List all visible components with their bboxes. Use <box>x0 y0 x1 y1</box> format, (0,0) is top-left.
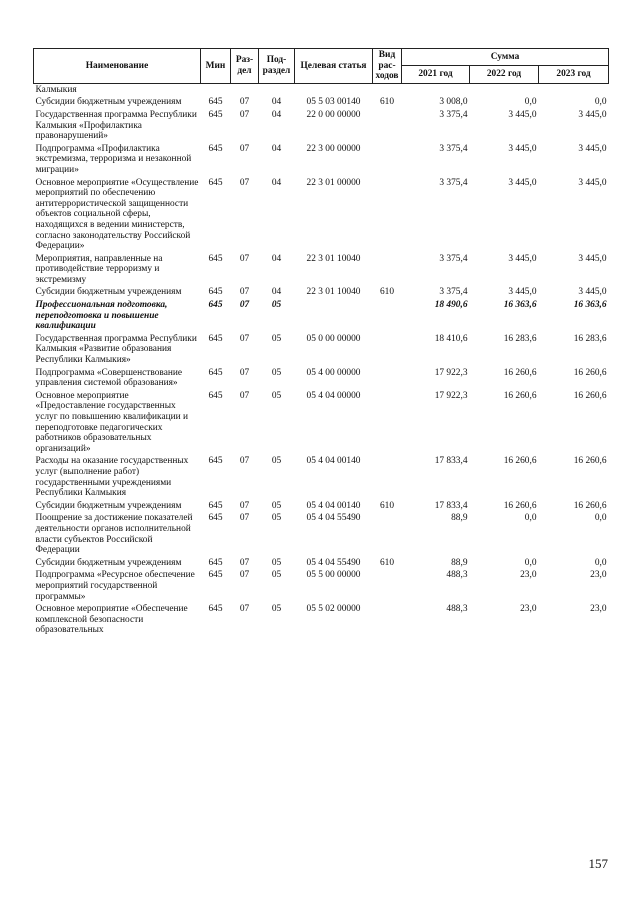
cell-2022: 23,0 <box>520 604 537 615</box>
cell-2022: 3 445,0 <box>508 253 537 264</box>
cell-min: 645 <box>208 287 223 298</box>
cell-vid: 610 <box>379 287 395 298</box>
cell-2021: 18 490,6 <box>434 300 468 311</box>
cell-razdel: 07 <box>239 604 250 615</box>
cell-name: Государственная программа Республики Калмыкия «Развитие образования Республики Калмыкия» <box>35 333 197 366</box>
cell-2021: 3 375,4 <box>439 109 468 120</box>
cell-2023: 23,0 <box>590 604 607 615</box>
cell-razdel: 07 <box>239 557 250 568</box>
cell-2023: 16 363,6 <box>573 300 607 311</box>
table-row <box>34 299 609 333</box>
cell-podrazdel: 04 <box>271 143 282 154</box>
cell-vid <box>373 143 402 177</box>
cell-podrazdel: 05 <box>271 513 282 524</box>
cell-podrazdel: 05 <box>271 367 282 378</box>
cell-name: Расходы на оказание государственных услуг (выполнение работ) государственными учреждениями Республики Калмыкия <box>35 456 189 499</box>
cell-2022: 0,0 <box>524 557 537 568</box>
cell-name: Подпрограмма «Совершенствование управления системой образования» <box>35 367 183 389</box>
col-header-2023: 2023 год <box>539 66 609 83</box>
cell-target: 05 4 04 00140 <box>306 456 361 467</box>
cell-2021: 3 375,4 <box>439 253 468 264</box>
cell-target: 22 3 01 00000 <box>306 177 361 188</box>
cell-vid: 610 <box>379 500 395 511</box>
table-row <box>34 557 609 570</box>
cell-2022: 16 283,6 <box>503 333 537 344</box>
cell-podrazdel: 04 <box>271 177 282 188</box>
col-header-min: Мин <box>201 49 231 84</box>
cell-target: 05 5 03 00140 <box>306 97 361 108</box>
cell-vid: 610 <box>379 557 395 568</box>
cell-2023: 16 260,6 <box>573 500 607 511</box>
cell-vid <box>373 177 402 253</box>
cell-vid <box>373 83 402 96</box>
col-header-target: Целевая статья <box>295 49 373 84</box>
table-row <box>34 177 609 253</box>
cell-2021: 17 833,4 <box>434 456 468 467</box>
cell-2022: 0,0 <box>524 97 537 108</box>
cell-2022: 0,0 <box>524 513 537 524</box>
cell-2022: 3 445,0 <box>508 143 537 154</box>
cell-target: 05 4 04 55490 <box>306 557 361 568</box>
cell-2023: 0,0 <box>594 97 607 108</box>
cell-2021: 3 008,0 <box>439 97 468 108</box>
cell-vid <box>373 512 402 556</box>
table-row <box>34 96 609 109</box>
cell-min: 645 <box>208 456 223 467</box>
cell-min: 645 <box>208 300 223 311</box>
cell-2022: 3 445,0 <box>508 109 537 120</box>
cell-razdel: 07 <box>239 300 250 311</box>
cell-2021: 17 922,3 <box>434 390 468 401</box>
cell-target <box>295 299 373 333</box>
cell-min: 645 <box>208 177 223 188</box>
cell-2022: 16 260,6 <box>503 500 537 511</box>
cell-target: 05 4 00 00000 <box>306 367 361 378</box>
cell-razdel: 07 <box>239 500 250 511</box>
cell-vid <box>373 390 402 456</box>
cell-vid <box>373 109 402 143</box>
cell-vid <box>373 253 402 287</box>
cell-min: 645 <box>208 97 223 108</box>
cell-min: 645 <box>208 367 223 378</box>
cell-razdel <box>231 83 259 96</box>
cell-target: 05 5 00 00000 <box>306 570 361 581</box>
col-header-vid: Вид рас-ходов <box>373 49 402 84</box>
cell-name: Субсидии бюджетным учреждениям <box>35 557 182 568</box>
cell-2023: 0,0 <box>594 557 607 568</box>
cell-2021: 488,3 <box>446 604 468 615</box>
cell-2021: 88,9 <box>451 557 468 568</box>
cell-razdel: 07 <box>239 109 250 120</box>
table-header <box>34 49 609 84</box>
cell-2022: 16 363,6 <box>503 300 537 311</box>
cell-podrazdel: 05 <box>271 570 282 581</box>
cell-2021: 17 833,4 <box>434 500 468 511</box>
cell-vid <box>373 569 402 603</box>
cell-target: 22 3 01 10040 <box>306 287 361 298</box>
cell-vid: 610 <box>379 97 395 108</box>
cell-razdel: 07 <box>239 287 250 298</box>
cell-razdel: 07 <box>239 390 250 401</box>
col-header-podrazdel: Под-раздел <box>259 49 295 84</box>
cell-name: Субсидии бюджетным учреждениям <box>35 287 182 298</box>
cell-2022 <box>470 83 539 96</box>
cell-2023: 16 260,6 <box>573 390 607 401</box>
cell-razdel: 07 <box>239 253 250 264</box>
cell-target: 05 5 02 00000 <box>306 604 361 615</box>
table-row <box>34 83 609 96</box>
cell-min: 645 <box>208 390 223 401</box>
cell-razdel: 07 <box>239 367 250 378</box>
cell-vid <box>373 367 402 390</box>
cell-2021: 3 375,4 <box>439 177 468 188</box>
cell-podrazdel: 04 <box>271 287 282 298</box>
cell-2022: 16 260,6 <box>503 367 537 378</box>
cell-name: Подпрограмма «Профилактика экстремизма, терроризма и незаконной миграции» <box>35 143 192 175</box>
cell-razdel: 07 <box>239 97 250 108</box>
cell-podrazdel: 05 <box>271 333 282 344</box>
cell-2021: 3 375,4 <box>439 143 468 154</box>
cell-2021: 17 922,3 <box>434 367 468 378</box>
cell-min: 645 <box>208 143 223 154</box>
cell-min: 645 <box>208 604 223 615</box>
cell-2022: 16 260,6 <box>503 456 537 467</box>
cell-2021: 488,3 <box>446 570 468 581</box>
budget-table <box>33 48 609 637</box>
table-row <box>34 143 609 177</box>
cell-2023: 16 283,6 <box>573 333 607 344</box>
cell-2022: 23,0 <box>520 570 537 581</box>
cell-name: Основное мероприятие «Обеспечение комплексной безопасности образовательных <box>35 604 188 636</box>
cell-podrazdel: 05 <box>271 557 282 568</box>
cell-target: 22 3 01 10040 <box>306 253 361 264</box>
table-row <box>34 603 609 637</box>
table-row <box>34 367 609 390</box>
cell-name: Государственная программа Республики Калмыкия «Профилактика правонарушений» <box>35 109 197 142</box>
cell-podrazdel: 05 <box>271 500 282 511</box>
table-row <box>34 333 609 367</box>
table-row <box>34 253 609 287</box>
cell-target: 05 0 00 00000 <box>306 333 361 344</box>
cell-2021 <box>402 83 470 96</box>
cell-2023: 23,0 <box>590 570 607 581</box>
cell-2021: 3 375,4 <box>439 287 468 298</box>
cell-vid <box>373 603 402 637</box>
cell-podrazdel: 04 <box>271 109 282 120</box>
cell-2022: 3 445,0 <box>508 177 537 188</box>
cell-2023: 0,0 <box>594 513 607 524</box>
cell-2023: 3 445,0 <box>578 109 607 120</box>
cell-podrazdel: 05 <box>271 300 282 311</box>
cell-target: 05 4 04 00140 <box>306 500 361 511</box>
cell-2021: 88,9 <box>451 513 468 524</box>
cell-name: Мероприятия, направленные на противодействие терроризму и экстремизму <box>35 253 163 285</box>
cell-podrazdel: 04 <box>271 97 282 108</box>
table-row <box>34 512 609 556</box>
cell-vid <box>373 455 402 499</box>
cell-2023: 3 445,0 <box>578 177 607 188</box>
cell-razdel: 07 <box>239 177 250 188</box>
page-number: 157 <box>588 856 608 871</box>
cell-target: 22 0 00 00000 <box>306 109 361 120</box>
table-row <box>34 286 609 299</box>
cell-min: 645 <box>208 253 223 264</box>
cell-2023: 3 445,0 <box>578 287 607 298</box>
table-row <box>34 500 609 513</box>
cell-min <box>201 83 231 96</box>
cell-name: Профессиональная подготовка, переподготовка и повышение квалификации <box>35 300 168 332</box>
cell-2023: 3 445,0 <box>578 143 607 154</box>
cell-name: Поощрение за достижение показателей деятельности органов исполнительной власти субъектов Российской Федерации <box>35 513 193 556</box>
col-header-2021: 2021 год <box>402 66 470 83</box>
cell-target <box>295 83 373 96</box>
cell-min: 645 <box>208 570 223 581</box>
cell-2023: 16 260,6 <box>573 456 607 467</box>
cell-razdel: 07 <box>239 513 250 524</box>
cell-podrazdel: 04 <box>271 253 282 264</box>
table-row <box>34 109 609 143</box>
cell-min: 645 <box>208 557 223 568</box>
cell-podrazdel: 05 <box>271 390 282 401</box>
cell-vid <box>373 333 402 367</box>
cell-2022: 16 260,6 <box>503 390 537 401</box>
cell-target: 05 4 04 55490 <box>306 513 361 524</box>
cell-target: 05 4 04 00000 <box>306 390 361 401</box>
cell-name: Субсидии бюджетным учреждениям <box>35 500 182 511</box>
cell-vid <box>373 299 402 333</box>
cell-target: 22 3 00 00000 <box>306 143 361 154</box>
cell-name: Субсидии бюджетным учреждениям <box>35 97 182 108</box>
cell-2022: 3 445,0 <box>508 287 537 298</box>
table-row <box>34 569 609 603</box>
table-row <box>34 455 609 499</box>
cell-razdel: 07 <box>239 143 250 154</box>
cell-podrazdel: 05 <box>271 456 282 467</box>
cell-min: 645 <box>208 513 223 524</box>
cell-min: 645 <box>208 500 223 511</box>
cell-razdel: 07 <box>239 570 250 581</box>
col-header-2022: 2022 год <box>470 66 539 83</box>
cell-razdel: 07 <box>239 456 250 467</box>
col-header-name: Наименование <box>34 49 201 84</box>
cell-name: Основное мероприятие «Предоставление государственных услуг по повышению квалификации и переподготовке педагогических работников образовательных организаций» <box>35 390 189 454</box>
cell-name: Основное мероприятие «Осуществление мероприятий по обеспечению антитеррористической защищенности объектов социальной сферы, находящихся в ведении министерств, согласно законодательству Российской Федерации» <box>35 177 199 252</box>
cell-name: Подпрограмма «Ресурсное обеспечение мероприятий государственной программы» <box>35 570 195 602</box>
cell-razdel: 07 <box>239 333 250 344</box>
cell-podrazdel <box>259 83 295 96</box>
cell-min: 645 <box>208 333 223 344</box>
cell-podrazdel: 05 <box>271 604 282 615</box>
col-header-sum: Сумма <box>402 49 609 66</box>
cell-min: 645 <box>208 109 223 120</box>
col-header-razdel: Раз-дел <box>231 49 259 84</box>
cell-2023 <box>539 83 609 96</box>
cell-2023: 16 260,6 <box>573 367 607 378</box>
cell-2023: 3 445,0 <box>578 253 607 264</box>
table-body <box>34 83 609 637</box>
table-row <box>34 390 609 456</box>
cell-name: Калмыкия <box>35 84 77 95</box>
cell-2021: 18 410,6 <box>434 333 468 344</box>
